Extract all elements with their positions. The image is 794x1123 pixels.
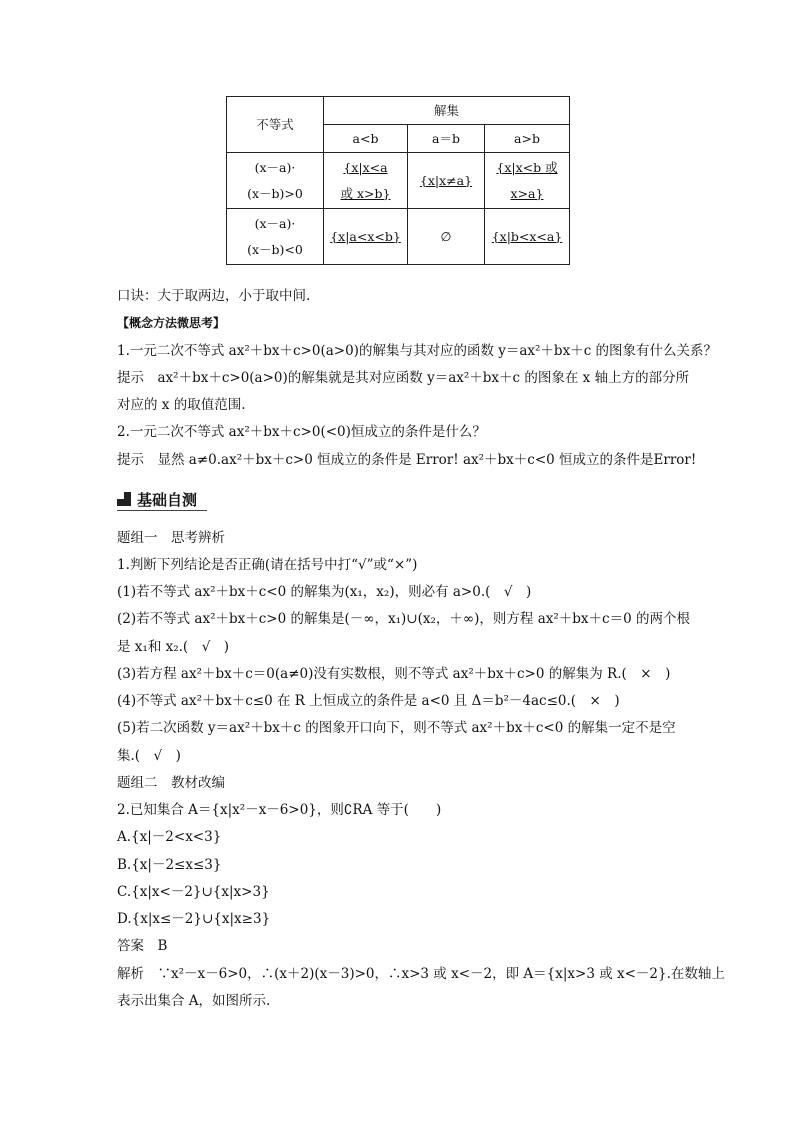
row1-cell-a-less-b xyxy=(324,153,408,209)
exercise-2-stem: 2.已知集合 A＝{x|x²－x－6>0}，则∁RA 等于( ) xyxy=(117,802,442,818)
table-solution-header: 解集 xyxy=(324,97,570,125)
section-title: 基础自测 xyxy=(137,490,198,509)
option-d: D.{x|x≤－2}∪{x|x≥3} xyxy=(117,911,271,927)
exercise-1-item1: (1)若不等式 ax²＋bx＋c<0 的解集为(x₁，x₂)，则必有 a>0.( √ ) xyxy=(117,584,532,600)
explanation-line1: 解析 ∵x²－x－6>0，∴(x＋2)(x－3)>0，∴x>3 或 x<－2，即 A＝{x|x>3 或 x<－2}.在数轴上 xyxy=(117,966,725,982)
hint-2: 提示 显然 a≠0.ax²＋bx＋c>0 恒成立的条件是 Error! ax²＋bx＋c<0 恒成立的条件是Error! xyxy=(117,452,697,468)
exercise-1-item2-line1: (2)若不等式 ax²＋bx＋c>0 的解集是(－∞，x₁)∪(x₂，＋∞)，则方程 ax²＋bx＋c＝0 的两个根 xyxy=(117,611,690,627)
answer: 答案 B xyxy=(117,938,168,954)
row1-line2: (x－b)>0 xyxy=(247,185,303,201)
hint-1-line1: 提示 ax²＋bx＋c>0(a>0)的解集就是其对应函数 y＝ax²＋bx＋c 的图象在 x 轴上方的部分所 xyxy=(117,370,690,386)
explanation-line2: 表示出集合 A，如图所示. xyxy=(117,993,271,1009)
exercise-1-item5-line1: (5)若二次函数 y＝ax²＋bx＋c 的图象开口向下，则不等式 ax²＋bx＋c<0 的解集一定不是空 xyxy=(117,720,676,736)
option-b: B.{x|－2≤x≤3} xyxy=(117,857,222,873)
row2-inequality xyxy=(227,209,324,265)
row2-line2: (x－b)<0 xyxy=(247,241,303,257)
solution-set-table xyxy=(226,96,570,265)
question-1: 1.一元二次不等式 ax²＋bx＋c>0(a>0)的解集与其对应的函数 y＝ax²＋bx＋c 的图象有什么关系？ xyxy=(117,343,718,359)
section-header xyxy=(117,488,207,511)
row1-inequality xyxy=(227,153,324,209)
exercise-1-item4: (4)不等式 ax²＋bx＋c≤0 在 R 上恒成立的条件是 a<0 且 Δ＝b²－4ac≤0.( × ) xyxy=(117,693,620,709)
col-a-greater-b: a>b xyxy=(485,125,570,153)
option-a: A.{x|－2<x<3} xyxy=(117,829,222,845)
row2-cell-a-less-b: {x|a<x<b} xyxy=(324,209,408,265)
exercise-1-item5-line2: 集.( √ ) xyxy=(117,748,181,764)
row1-c1-line2: 或 x>b} xyxy=(340,185,391,201)
mnemonic: 口诀：大于取两边，小于取中间. xyxy=(117,288,311,304)
row1-cell-a-greater-b xyxy=(485,153,570,209)
row1-c1-line1: {x|x<a xyxy=(343,159,388,175)
col-a-less-b: a<b xyxy=(324,125,408,153)
row2-cell-a-greater-b: {x|b<x<a} xyxy=(485,209,570,265)
row2-cell-a-eq-b: ∅ xyxy=(408,209,485,265)
row1-c3-line1: {x|x<b 或 xyxy=(496,159,558,175)
exercise-1-stem: 1.判断下列结论是否正确(请在括号中打“√”或“×”) xyxy=(117,557,418,573)
option-c: C.{x|x<－2}∪{x|x>3} xyxy=(117,884,270,900)
hint-1-line2: 对应的 x 的取值范围. xyxy=(117,397,246,413)
group-1-heading: 题组一 思考辨析 xyxy=(117,530,225,546)
row1-line1: (x－a)· xyxy=(254,159,296,175)
row2-line1: (x－a)· xyxy=(254,215,296,231)
row1-c3-line2: x>a} xyxy=(510,185,544,201)
concept-heading: 【概念方法微思考】 xyxy=(117,316,226,330)
question-2: 2.一元二次不等式 ax²＋bx＋c>0(<0)恒成立的条件是什么？ xyxy=(117,424,486,440)
exercise-1-item3: (3)若方程 ax²＋bx＋c＝0(a≠0)没有实数根，则不等式 ax²＋bx＋c>0 的解集为 R.( × ) xyxy=(117,666,671,682)
exercise-1-item2-line2: 是 x₁和 x₂.( √ ) xyxy=(117,639,230,655)
row1-cell-a-eq-b: {x|x≠a} xyxy=(408,153,485,209)
group-2-heading: 题组二 教材改编 xyxy=(117,775,225,791)
col-a-eq-b: a＝b xyxy=(408,125,485,153)
square-block-icon xyxy=(117,492,131,506)
table-corner: 不等式 xyxy=(227,97,324,153)
